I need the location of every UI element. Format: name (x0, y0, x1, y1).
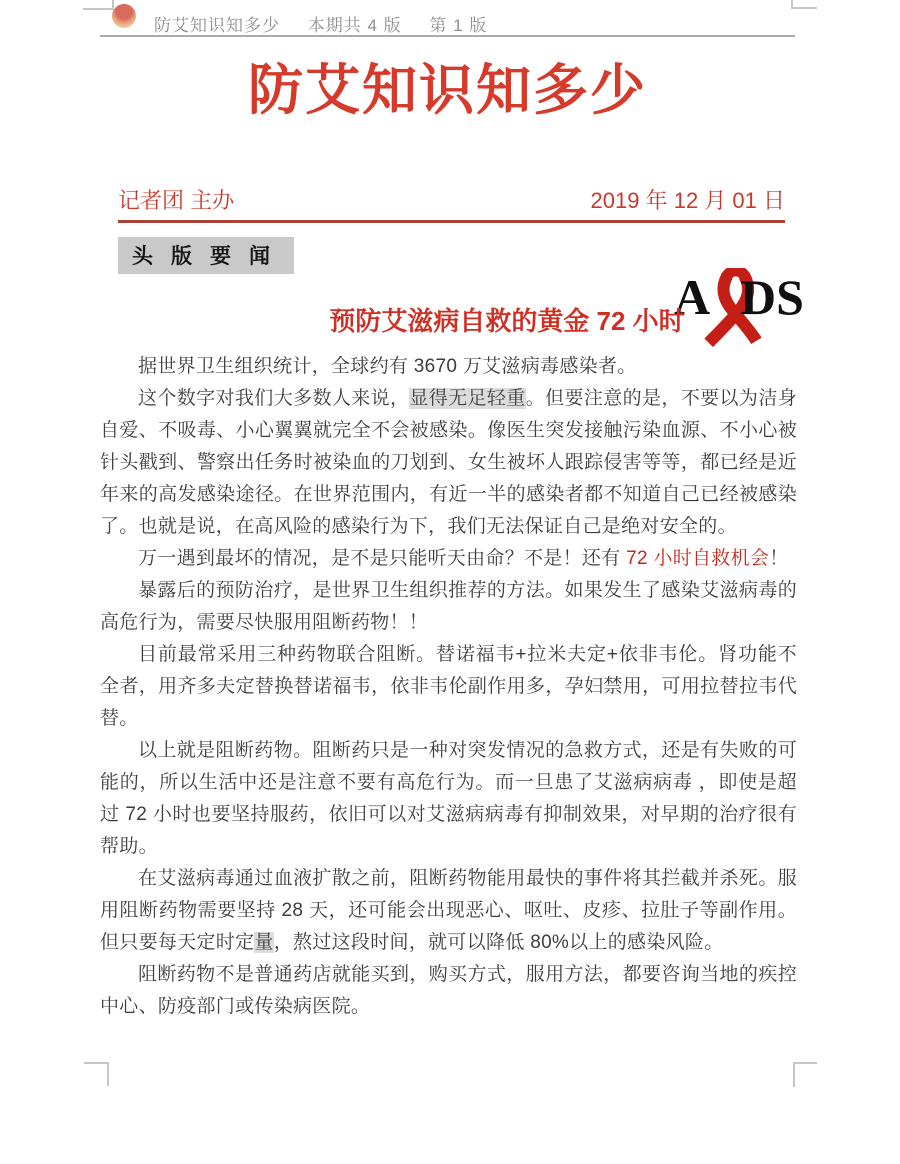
publication-row (118, 184, 785, 214)
text-segment: 万一遇到最坏的情况，是不是只能听天由命？不是！还有 (138, 548, 627, 569)
running-head-issue: 本期共 4 版 (307, 16, 402, 35)
text-boundary-corner-top-right (791, 0, 817, 9)
text-segment: ！ (769, 548, 789, 569)
text-boundary-corner-bottom-left (84, 1062, 109, 1086)
text-boundary-corner-bottom-right (793, 1062, 817, 1087)
text-segment: 这个数字对我们大多数人来说， (138, 388, 410, 409)
text-segment: 72 小时自救机会 (626, 548, 770, 569)
article-paragraph (100, 543, 797, 575)
text-segment: 暴露后的预防治疗，是世界卫生组织推荐的方法。如果发生了感染艾滋病毒的高危行为，需要尽快服用阻断药物！！ (100, 580, 797, 633)
masthead-title: 防艾知识知多少 (247, 59, 647, 121)
text-segment: 在艾滋病毒通过血液扩散之前，阻断药物能用最快的事件将其拦截并杀死。服用阻断药物需要坚持 28 天，还可能会出现恶心、呕吐、皮疹、拉肚子等副作用。但只要每天定时定 (100, 868, 797, 953)
aids-logo-letter-a: A (674, 269, 711, 325)
masthead-rule (118, 220, 785, 223)
running-head-page-number: 第 1 版 (429, 16, 488, 35)
running-head (154, 11, 509, 36)
text-segment: ，熬过这段时间，就可以降低 80%以上的感染风险。 (273, 932, 724, 953)
article-paragraph (100, 575, 797, 639)
text-segment: 目前最常采用三种药物联合阻断。替诺福韦+拉米夫定+依非韦伦。肾功能不全者，用齐多夫定替换替诺福韦，依非韦伦副作用多，孕妇禁用，可用拉替拉韦代替。 (100, 644, 797, 729)
text-segment: 。但要注意的是，不要以为洁身自爱、不吸毒、小心翼翼就完全不会被感染。像医生突发接触污染血源、不小心被针头戳到、警察出任务时被染血的刀划到、女生被坏人跟踪侵害等等，都已经是近年来的高发感染途径。在世界范围内，有近一半的感染者都不知道自己已经被感染了。也就是说，在高风险的感染行为下，我们无法保证自己是绝对安全的。 (100, 388, 797, 537)
article-paragraph (100, 863, 797, 959)
article-paragraph (100, 383, 797, 543)
publisher: 记者团 主办 (118, 188, 235, 213)
section-label: 头版要闻 (118, 237, 294, 274)
text-segment: 量 (254, 932, 274, 953)
article-paragraph (100, 639, 797, 735)
aids-logo-letters-ds: DS (740, 269, 804, 325)
publication-date: 2019 年 12 月 01 日 (590, 188, 785, 213)
running-head-title: 防艾知识知多少 (154, 16, 280, 35)
text-boundary-corner-top-left (83, 0, 114, 10)
text-segment: 阻断药物不是普通药店就能买到，购买方式，服用方法，都要咨询当地的疾控中心、防疫部门或传染病医院。 (100, 964, 797, 1017)
article-paragraph (100, 735, 797, 863)
text-segment: 以上就是阻断药物。阻断药只是一种对突发情况的急救方式，还是有失败的可能的，所以生活中还是注意不要有高危行为。而一旦患了艾滋病病毒 ，即使是超过 72 小时也要坚持服药，依旧可以对艾滋病病毒有抑制效果，对早期的治疗很有帮助。 (100, 740, 797, 857)
newsletter-seal-icon (112, 4, 136, 28)
article-headline: 预防艾滋病自救的黄金 72 小时 (329, 306, 685, 336)
article-body (100, 351, 797, 1023)
article-paragraph (100, 959, 797, 1023)
article-paragraph (100, 351, 797, 383)
text-segment: 显得无足轻重 (409, 388, 526, 409)
text-segment: 据世界卫生组织统计，全球约有 3670 万艾滋病毒感染者。 (138, 356, 637, 377)
running-head-rule (100, 35, 795, 37)
